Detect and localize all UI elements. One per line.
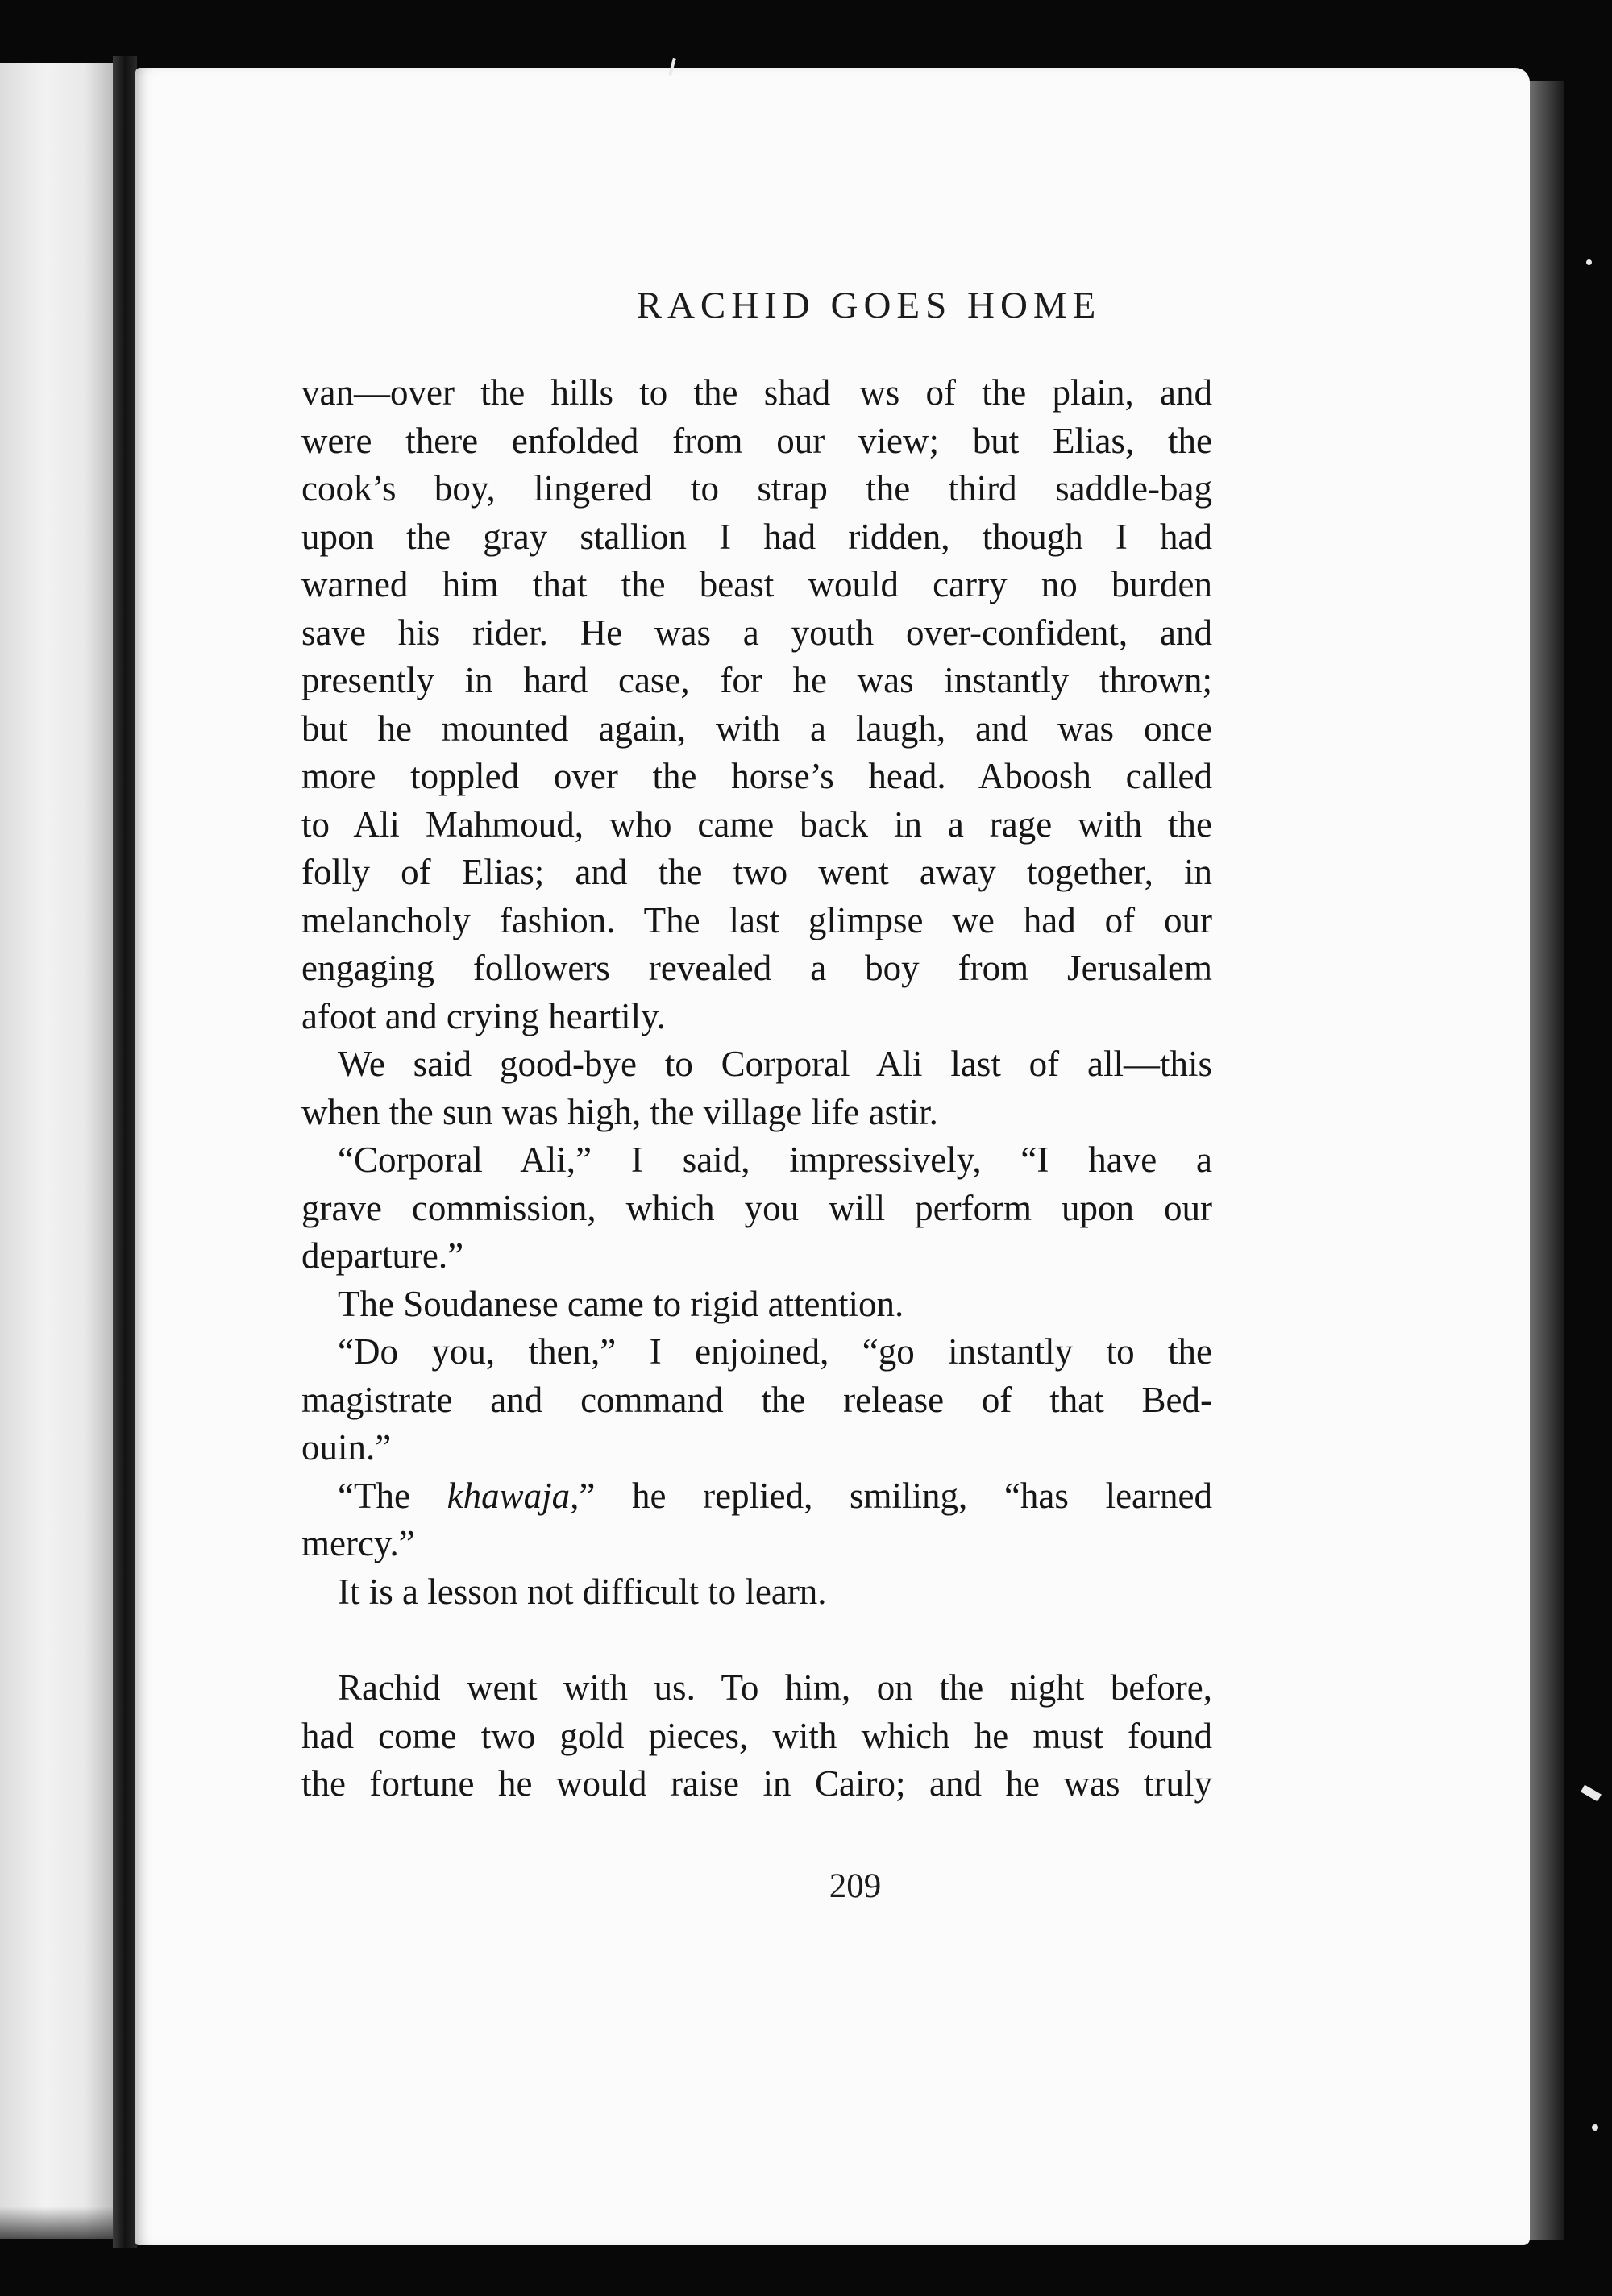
text-line: folly of Elias; and the two went away together, in	[301, 852, 1212, 892]
text-line: upon the gray stallion I had ridden, though I had	[301, 516, 1212, 557]
text-line: departure.”	[301, 1235, 464, 1276]
text-line: ouin.”	[301, 1427, 392, 1468]
text-line: mercy.”	[301, 1523, 415, 1563]
text-line: We said good-bye to Corporal Ali last of all—this	[338, 1044, 1212, 1084]
facing-page-edge	[0, 63, 113, 2239]
scan-speck	[1592, 2124, 1598, 2131]
text-line: the fortune he would raise in Cairo; and he was truly	[301, 1763, 1212, 1804]
text-line: grave commission, which you will perform upon our	[301, 1187, 1212, 1228]
text-line: magistrate and command the release of that Bed-	[301, 1379, 1212, 1420]
text-line: warned him that the beast would carry no burden	[301, 564, 1212, 604]
text-line: van—over the hills to the shad ws of the plain, and	[301, 372, 1212, 413]
text-line: “Corporal Ali,” I said, impressively, “I have a	[338, 1140, 1212, 1180]
text-line: afoot and crying heartily.	[301, 995, 666, 1036]
text-line: melancholy fashion. The last glimpse we had of our	[301, 899, 1212, 940]
text-line: to Ali Mahmoud, who came back in a rage with the	[301, 803, 1212, 845]
text-line: “Do you, then,” I enjoined, “go instantly to the	[338, 1331, 1212, 1372]
text-line-with-italic	[301, 1472, 1212, 1521]
text-line: when the sun was high, the village life astir.	[301, 1091, 938, 1132]
text-line: Rachid went with us. To him, on the night before,	[338, 1667, 1212, 1708]
text-line: were there enfolded from our view; but Elias, the	[301, 420, 1212, 461]
text-line: more toppled over the horse’s head. Aboosh called	[301, 756, 1212, 796]
page-number: 209	[829, 1867, 882, 1905]
text-line: cook’s boy, lingered to strap the third saddle-bag	[301, 468, 1212, 509]
running-head: RACHID GOES HOME	[636, 284, 1102, 326]
text-line: presently in hard case, for he was instantly thrown;	[301, 660, 1212, 700]
section-break	[301, 1616, 1212, 1664]
text-line: save his rider. He was a youth over-confident, and	[301, 612, 1212, 653]
text-run: “The	[338, 1475, 447, 1516]
text-line: but he mounted again, with a laugh, and was once	[301, 708, 1212, 749]
italic-word: khawaja,	[447, 1475, 580, 1516]
text-line: engaging followers revealed a boy from Jerusalem	[301, 948, 1212, 988]
text-run: ” he replied, smiling, “has learned	[579, 1475, 1212, 1516]
body-text	[301, 369, 1212, 1808]
book-gutter	[113, 56, 137, 2248]
text-line: The Soudanese came to rigid attention.	[338, 1283, 904, 1324]
text-line: had come two gold pieces, with which he must found	[301, 1715, 1212, 1756]
scan-speck	[1586, 259, 1592, 265]
book-page	[135, 68, 1530, 2245]
text-line: It is a lesson not difficult to learn.	[338, 1571, 827, 1612]
